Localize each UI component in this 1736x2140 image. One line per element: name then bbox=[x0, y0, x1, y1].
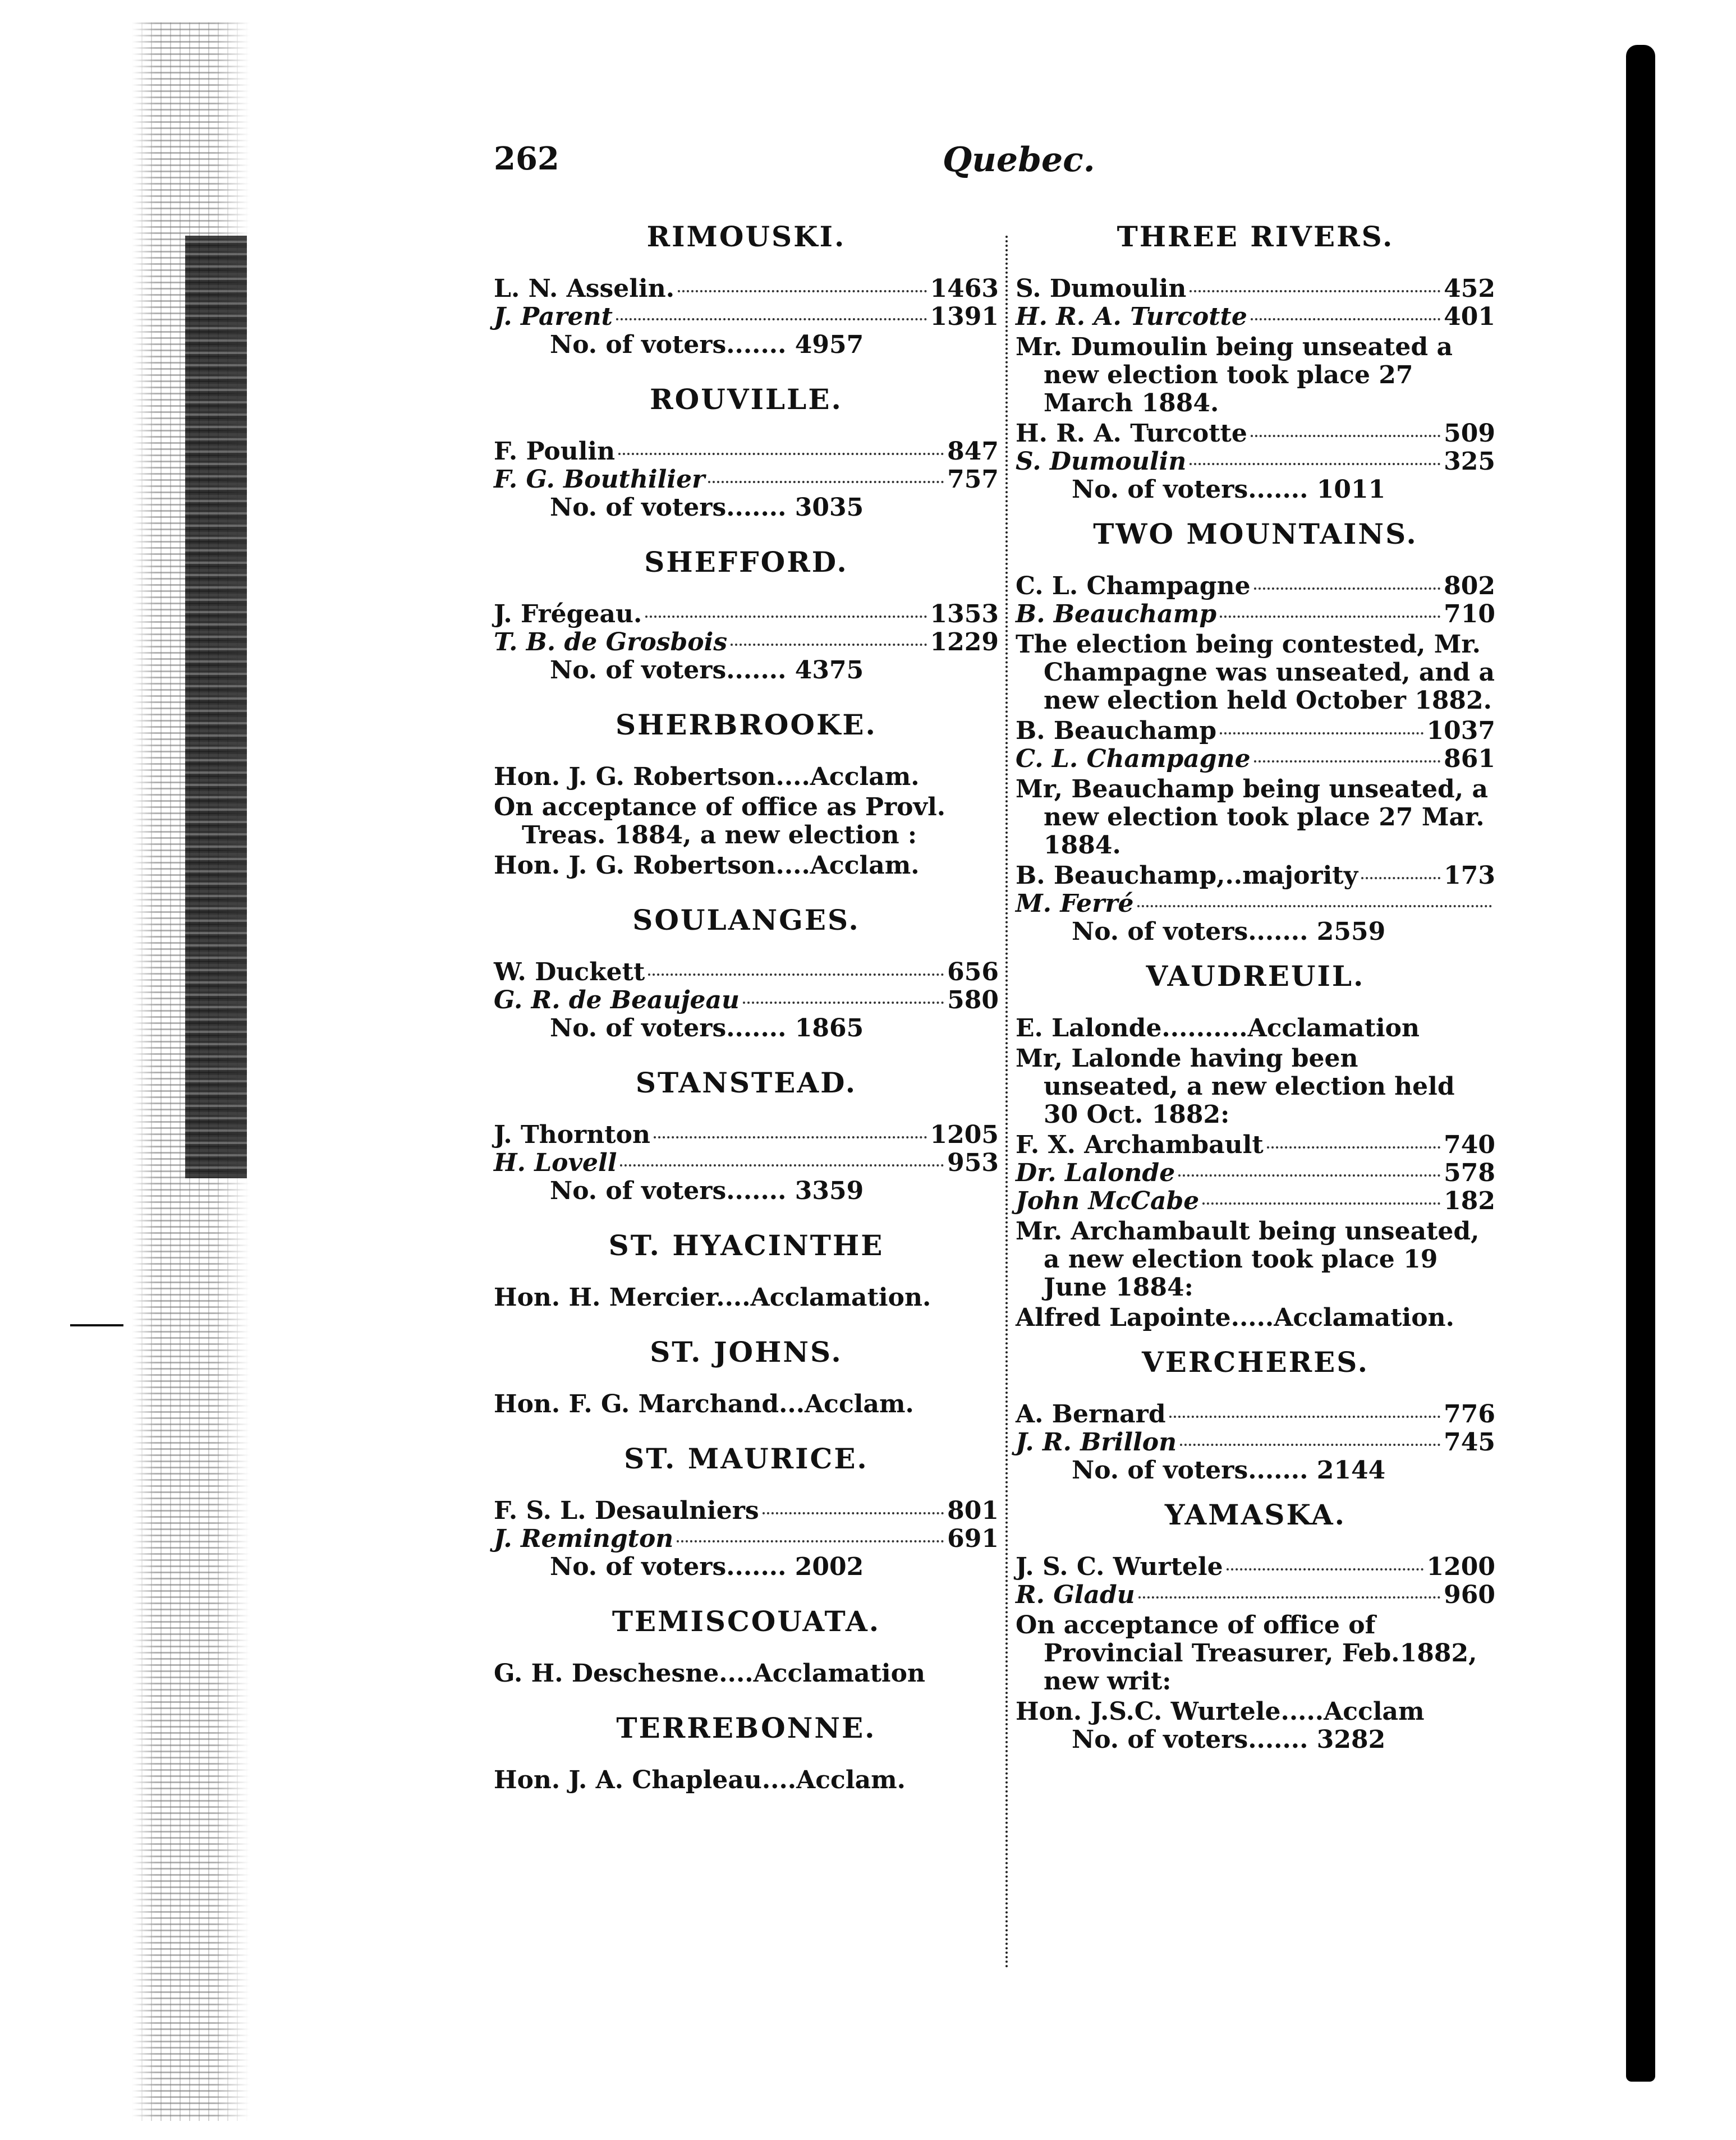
vote-count: 710 bbox=[1444, 600, 1495, 628]
vote-count: 1205 bbox=[930, 1120, 999, 1149]
result-row bbox=[1016, 275, 1495, 303]
vote-count: 1463 bbox=[930, 274, 999, 303]
section-temiscouata bbox=[494, 1604, 999, 1688]
result-row bbox=[1016, 303, 1495, 331]
leader-dots bbox=[1361, 877, 1440, 879]
leader-dots bbox=[677, 1540, 944, 1542]
result-row bbox=[494, 628, 999, 656]
section-three-rivers bbox=[1016, 219, 1495, 504]
vote-count: 1037 bbox=[1426, 717, 1495, 745]
note-text: Mr. Dumoulin being unseated a new election took place 27 March 1884. bbox=[1016, 333, 1453, 417]
leader-dots bbox=[1190, 290, 1440, 292]
candidate-name: J. R. Brillon bbox=[1016, 1428, 1177, 1457]
note-text: Mr, Lalonde having been unseated, a new election held 30 Oct. 1882: bbox=[1016, 1044, 1455, 1129]
section-soulanges bbox=[494, 902, 999, 1043]
candidate-name: H. R. A. Turcotte bbox=[1016, 302, 1247, 331]
leader-dots bbox=[648, 973, 944, 976]
result-row bbox=[494, 958, 999, 986]
vote-count: 691 bbox=[947, 1524, 999, 1553]
candidate-name: B. Beauchamp,..majority bbox=[1016, 861, 1358, 890]
district-heading: SOULANGES. bbox=[632, 903, 860, 936]
result-row bbox=[1016, 1553, 1495, 1581]
district-heading: YAMASKA. bbox=[1164, 1498, 1347, 1531]
leader-dots bbox=[678, 290, 927, 292]
leader-dots bbox=[654, 1136, 927, 1138]
note-text: On acceptance of office of Provincial Treasurer, Feb.1882, new writ: bbox=[1016, 1611, 1477, 1696]
result-row bbox=[1016, 745, 1495, 773]
candidate-name: J. Frégeau. bbox=[494, 600, 642, 628]
candidate-name: J. Parent bbox=[494, 302, 613, 331]
result-row bbox=[1016, 1400, 1495, 1429]
vote-count: 740 bbox=[1444, 1131, 1495, 1159]
leader-dots bbox=[1220, 732, 1423, 734]
candidate-name: M. Ferré bbox=[1016, 889, 1134, 918]
candidate-name: F. X. Archambault bbox=[1016, 1131, 1264, 1159]
candidate-name: C. L. Champagne bbox=[1016, 745, 1251, 773]
result-row bbox=[1016, 420, 1495, 448]
section-rimouski bbox=[494, 219, 999, 359]
leader-dots bbox=[1220, 616, 1440, 618]
result-row bbox=[494, 303, 999, 331]
leader-dots bbox=[1202, 1202, 1440, 1205]
vote-count: 173 bbox=[1444, 861, 1495, 890]
district-heading: STANSTEAD. bbox=[635, 1066, 857, 1099]
vote-count: 776 bbox=[1444, 1400, 1495, 1429]
leader-dots bbox=[1180, 1444, 1440, 1446]
candidate-name: Dr. Lalonde bbox=[1016, 1159, 1175, 1187]
leader-dots bbox=[1178, 1174, 1440, 1177]
leader-dots bbox=[1254, 587, 1441, 590]
candidate-name: J. S. C. Wurtele bbox=[1016, 1553, 1223, 1581]
voters-line: No. of voters....... 3282 bbox=[1072, 1725, 1386, 1754]
note-text: Mr. Archambault being unseated, a new election took place 19 June 1884: bbox=[1016, 1217, 1480, 1302]
leader-dots bbox=[645, 616, 926, 618]
leader-dots bbox=[620, 1164, 944, 1167]
scan-edge-bar bbox=[1626, 45, 1655, 2082]
district-heading: ST. HYACINTHE bbox=[608, 1229, 884, 1262]
result-row bbox=[1016, 1187, 1495, 1215]
candidate-name: J. Remington bbox=[494, 1524, 674, 1553]
section-terrebonne bbox=[494, 1710, 999, 1794]
result-row bbox=[1016, 862, 1495, 890]
acclamation-line: Alfred Lapointe.....Acclamation. bbox=[1016, 1303, 1454, 1332]
candidate-name: G. R. de Beaujeau bbox=[494, 986, 740, 1014]
result-row bbox=[1016, 1581, 1495, 1609]
district-heading: TEMISCOUATA. bbox=[612, 1605, 881, 1638]
section-yamaska bbox=[1016, 1497, 1495, 1754]
district-heading: ST. MAURICE. bbox=[624, 1442, 869, 1475]
vote-count: 656 bbox=[947, 958, 999, 986]
result-row bbox=[494, 1121, 999, 1149]
voters-line: No. of voters....... 3035 bbox=[550, 493, 864, 522]
candidate-name: T. B. de Grosbois bbox=[494, 628, 728, 656]
vote-count: 1229 bbox=[930, 628, 999, 656]
district-heading: TWO MOUNTAINS. bbox=[1093, 517, 1418, 550]
candidate-name: A. Bernard bbox=[1016, 1400, 1166, 1429]
result-row bbox=[494, 986, 999, 1014]
scan-edge-shadow bbox=[185, 236, 247, 1178]
vote-count: 401 bbox=[1444, 302, 1495, 331]
section-vercheres bbox=[1016, 1344, 1495, 1485]
candidate-name: L. N. Asselin. bbox=[494, 274, 675, 303]
vote-count: 953 bbox=[947, 1149, 999, 1177]
note-text: Mr, Beauchamp being unseated, a new election took place 27 Mar. 1884. bbox=[1016, 775, 1488, 860]
result-row bbox=[1016, 572, 1495, 600]
vote-count: 757 bbox=[947, 465, 999, 494]
leader-dots bbox=[618, 453, 944, 455]
leader-dots bbox=[1254, 760, 1441, 763]
leader-dots bbox=[731, 644, 926, 646]
left-column bbox=[494, 219, 999, 1794]
voters-line: No. of voters....... 1011 bbox=[1072, 475, 1386, 504]
voters-line: No. of voters....... 1865 bbox=[550, 1014, 864, 1043]
acclamation-line: G. H. Deschesne....Acclamation bbox=[494, 1659, 925, 1688]
vote-count: 1353 bbox=[930, 600, 999, 628]
vote-count: 861 bbox=[1444, 745, 1495, 773]
acclamation-line: Hon. J.S.C. Wurtele.....Acclam bbox=[1016, 1697, 1425, 1726]
candidate-name: B. Beauchamp bbox=[1016, 717, 1217, 745]
leader-dots bbox=[1138, 1596, 1440, 1599]
vote-count: 325 bbox=[1444, 447, 1495, 476]
voters-line: No. of voters....... 2002 bbox=[550, 1553, 864, 1581]
result-row bbox=[494, 1149, 999, 1177]
candidate-name: J. Thornton bbox=[494, 1120, 650, 1149]
candidate-name: R. Gladu bbox=[1016, 1581, 1135, 1609]
district-heading: ROUVILLE. bbox=[650, 383, 843, 416]
leader-dots bbox=[1190, 463, 1440, 465]
result-row bbox=[494, 438, 999, 466]
leader-dots bbox=[1137, 905, 1492, 907]
voters-line: No. of voters....... 2559 bbox=[1072, 917, 1386, 946]
section-st-maurice bbox=[494, 1441, 999, 1581]
result-row bbox=[1016, 600, 1495, 628]
candidate-name: John McCabe bbox=[1016, 1187, 1200, 1215]
district-heading: SHEFFORD. bbox=[644, 545, 848, 578]
vote-count: 960 bbox=[1444, 1581, 1495, 1609]
voters-line: No. of voters....... 3359 bbox=[550, 1177, 864, 1205]
result-row bbox=[494, 600, 999, 628]
page-title: Quebec. bbox=[943, 140, 1095, 180]
district-heading: VERCHERES. bbox=[1142, 1345, 1369, 1379]
vote-count: 745 bbox=[1444, 1428, 1495, 1457]
result-row bbox=[1016, 448, 1495, 476]
district-heading: TERREBONNE. bbox=[616, 1711, 876, 1744]
vote-count: 802 bbox=[1444, 572, 1495, 600]
leader-dots bbox=[708, 481, 944, 483]
section-stanstead bbox=[494, 1065, 999, 1205]
section-st-johns bbox=[494, 1334, 999, 1418]
acclamation-line: Hon. J. G. Robertson....Acclam. bbox=[494, 763, 920, 791]
page-number: 262 bbox=[494, 140, 559, 177]
section-vaudreuil bbox=[1016, 958, 1495, 1332]
result-row bbox=[1016, 717, 1495, 745]
candidate-name: S. Dumoulin bbox=[1016, 274, 1187, 303]
voters-line: No. of voters....... 4957 bbox=[550, 330, 864, 359]
result-row bbox=[494, 1497, 999, 1525]
result-row bbox=[494, 1525, 999, 1553]
result-row bbox=[494, 275, 999, 303]
acclamation-line: Hon. H. Mercier....Acclamation. bbox=[494, 1283, 931, 1312]
district-heading: SHERBROOKE. bbox=[616, 708, 877, 741]
vote-count: 509 bbox=[1444, 419, 1495, 448]
vote-count: 1391 bbox=[930, 302, 999, 331]
leader-dots bbox=[1267, 1146, 1440, 1149]
result-row bbox=[494, 466, 999, 494]
acclamation-line: Hon. J. G. Robertson....Acclam. bbox=[494, 851, 920, 880]
candidate-name: F. S. L. Desaulniers bbox=[494, 1496, 759, 1525]
leader-dots bbox=[763, 1512, 944, 1514]
section-sherbrooke bbox=[494, 707, 999, 880]
vote-count: 1200 bbox=[1426, 1553, 1495, 1581]
leader-dots bbox=[1251, 435, 1440, 437]
leader-dots bbox=[1251, 318, 1440, 320]
acclamation-line: E. Lalonde..........Acclamation bbox=[1016, 1014, 1420, 1043]
note-text: The election being contested, Mr. Champagne was unseated, and a new election held October 1882. bbox=[1016, 630, 1495, 715]
candidate-name: F. Poulin bbox=[494, 437, 616, 466]
vote-count: 847 bbox=[947, 437, 999, 466]
district-heading: RIMOUSKI. bbox=[646, 220, 846, 253]
leader-dots bbox=[1227, 1568, 1423, 1570]
acclamation-line: Hon. F. G. Marchand...Acclam. bbox=[494, 1390, 914, 1418]
section-rouville bbox=[494, 382, 999, 522]
vote-count: 578 bbox=[1444, 1159, 1495, 1187]
vote-count: 452 bbox=[1444, 274, 1495, 303]
candidate-name: W. Duckett bbox=[494, 958, 645, 986]
result-row bbox=[1016, 1159, 1495, 1187]
candidate-name: B. Beauchamp bbox=[1016, 600, 1217, 628]
margin-mark bbox=[70, 1324, 123, 1326]
section-st-hyacinthe bbox=[494, 1228, 999, 1312]
candidate-name: H. Lovell bbox=[494, 1149, 617, 1177]
vote-count: 580 bbox=[947, 986, 999, 1014]
result-row bbox=[1016, 1131, 1495, 1159]
candidate-name: H. R. A. Turcotte bbox=[1016, 419, 1247, 448]
leader-dots bbox=[1169, 1416, 1441, 1418]
voters-line: No. of voters....... 2144 bbox=[1072, 1456, 1386, 1485]
leader-dots bbox=[743, 1002, 944, 1004]
candidate-name: S. Dumoulin bbox=[1016, 447, 1187, 476]
result-row bbox=[1016, 890, 1495, 918]
district-heading: THREE RIVERS. bbox=[1117, 220, 1394, 253]
acclamation-line: Hon. J. A. Chapleau....Acclam. bbox=[494, 1766, 906, 1794]
column-divider bbox=[1005, 236, 1008, 1969]
section-two-mountains bbox=[1016, 516, 1495, 946]
voters-line: No. of voters....... 4375 bbox=[550, 656, 864, 685]
district-heading: ST. JOHNS. bbox=[650, 1335, 843, 1369]
right-column bbox=[1016, 219, 1495, 1754]
vote-count: 182 bbox=[1444, 1187, 1495, 1215]
note-text: On acceptance of office as Provl. Treas. 1884, a new election : bbox=[494, 793, 946, 849]
leader-dots bbox=[616, 318, 927, 320]
section-shefford bbox=[494, 544, 999, 685]
candidate-name: F. G. Bouthilier bbox=[494, 465, 705, 494]
district-heading: VAUDREUIL. bbox=[1146, 959, 1365, 993]
result-row bbox=[1016, 1429, 1495, 1457]
candidate-name: C. L. Champagne bbox=[1016, 572, 1251, 600]
vote-count: 801 bbox=[947, 1496, 999, 1525]
